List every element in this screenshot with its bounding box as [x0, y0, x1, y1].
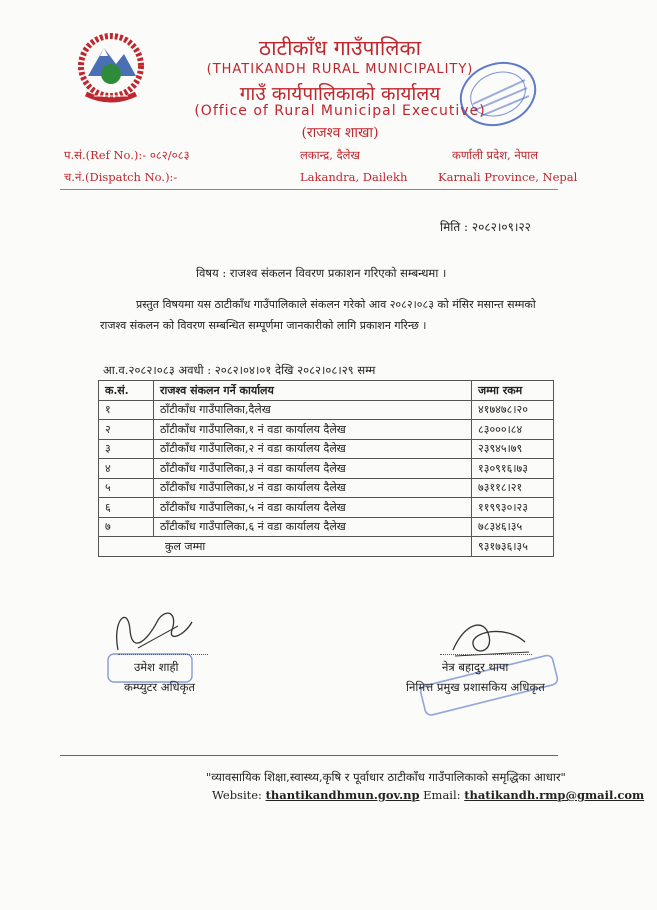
cell-serial: ३: [99, 439, 154, 459]
cell-office: ठाँटीकाँध गाउँपालिका,४ नं वडा कार्यालय दैलेख: [154, 478, 472, 498]
cell-serial: ५: [99, 478, 154, 498]
col-office: राजश्व संकलन गर्ने कार्यालय: [154, 381, 472, 401]
cell-office: ठाँटीकाँध गाउँपालिका,१ नं वडा कार्यालय दैलेख: [154, 420, 472, 440]
cell-office: ठाँटीकाँध गाउँपालिका,३ नं वडा कार्यालय दैलेख: [154, 459, 472, 479]
table-row: [99, 400, 554, 420]
office-stamp: [455, 60, 541, 128]
province-np: कर्णाली प्रदेश, नेपाल: [452, 148, 539, 162]
cell-amount: २३९४५।७९: [472, 439, 554, 459]
footer-contact: [212, 788, 644, 802]
website-link[interactable]: thantikandhmun.gov.np: [265, 788, 420, 802]
letter-date: मिति : २०८२।०९।२२: [440, 220, 531, 234]
municipality-name-en: (THATIKANDH RURAL MUNICIPALITY): [206, 62, 474, 77]
cell-serial: २: [99, 420, 154, 440]
fiscal-period: आ.व.२०८२।०८३ अवधी : २०८२।०४।०१ देखि २०८२।०८।२९ सम्म: [103, 363, 376, 377]
dispatch-number: च.नं.(Dispatch No.):-: [64, 170, 178, 184]
cell-office: ठाँटीकाँध गाउँपालिका,६ नं वडा कार्यालय दैलेख: [154, 517, 472, 537]
right-signatory-title: निमित्त प्रमुख प्रशासकिय अधिकृत: [406, 680, 545, 694]
place-np: लकान्द्र, दैलेख: [300, 148, 360, 162]
total-label: कुल जम्मा: [99, 537, 472, 557]
cell-amount: ७३११८।२१: [472, 478, 554, 498]
cell-office: ठाँटीकाँध गाउँपालिका,५ नं वडा कार्यालय दैलेख: [154, 498, 472, 518]
right-signature-line: [440, 654, 532, 655]
email-link[interactable]: thatikandh.rmp@gmail.com: [464, 788, 645, 802]
cell-serial: ४: [99, 459, 154, 479]
total-value: ९३१७३६।३५: [472, 537, 554, 557]
col-serial: क.सं.: [99, 381, 154, 401]
cell-amount: ८३०००।८४: [472, 420, 554, 440]
footer-divider: [60, 755, 558, 756]
header-divider: [60, 189, 558, 190]
letter-body: प्रस्तुत विषयमा यस ठाटीकाँध गाउँपालिकाले संकलन गरेको आव २०८२।०८३ को मंसिर मसान्त सम्मको राजश्व संकलन को विवरण सम्बन्धित सम्पूर्णमा जानकारीको लागि प्रकाशन गरिन्छ ।: [100, 298, 536, 332]
footer-slogan: "व्यावसायिक शिक्षा,स्वास्थ्य,कृषि र पूर्वाधार ठाटीकाँध गाउँपालिकाको समृद्धिका आधार": [206, 770, 566, 784]
municipality-name-np: ठाटीकाँध गाउँपालिका: [258, 36, 422, 60]
letter-subject: विषय : राजश्व संकलन विवरण प्रकाशन गरिएको सम्बन्धमा ।: [196, 266, 447, 280]
table-row: [99, 498, 554, 518]
website-label: Website:: [212, 788, 262, 802]
left-signatory-title: कम्प्युटर अधिकृत: [124, 680, 196, 694]
cell-office: ठाँटीकाँध गाउँपालिका,दैलेख: [154, 400, 472, 420]
right-signatory-name: नेत्र बहादुर थापा: [442, 660, 509, 674]
table-header-row: [99, 381, 554, 401]
table-row: [99, 459, 554, 479]
office-name-np: गाउँ कार्यपालिकाको कार्यालय: [239, 83, 441, 105]
ref-number: प.सं.(Ref No.):- ०८२/०८३: [64, 148, 190, 162]
cell-serial: ६: [99, 498, 154, 518]
table-row: [99, 439, 554, 459]
cell-amount: ४१७४७८।२०: [472, 400, 554, 420]
nepal-emblem-logo: [66, 26, 156, 110]
revenue-table: [98, 380, 554, 557]
left-signature-line: [118, 654, 208, 655]
table-row: [99, 420, 554, 440]
table-total-row: [99, 537, 554, 557]
cell-amount: ७८३४६।३५: [472, 517, 554, 537]
table-row: [99, 478, 554, 498]
cell-serial: ७: [99, 517, 154, 537]
cell-amount: ११९९३०।२३: [472, 498, 554, 518]
cell-amount: १३०९१६।७३: [472, 459, 554, 479]
place-en: Lakandra, Dailekh: [300, 170, 408, 184]
office-name-en: (Office of Rural Municipal Executive): [194, 103, 486, 119]
branch-name: (राजश्व शाखा): [301, 125, 379, 141]
cell-office: ठाँटीकाँध गाउँपालिका,२ नं वडा कार्यालय दैलेख: [154, 439, 472, 459]
table-row: [99, 517, 554, 537]
cell-serial: १: [99, 400, 154, 420]
left-signatory-name: उमेश शाही: [134, 660, 179, 674]
email-label: Email:: [423, 788, 461, 802]
col-amount: जम्मा रकम: [472, 381, 554, 401]
province-en: Karnali Province, Nepal: [438, 170, 578, 184]
